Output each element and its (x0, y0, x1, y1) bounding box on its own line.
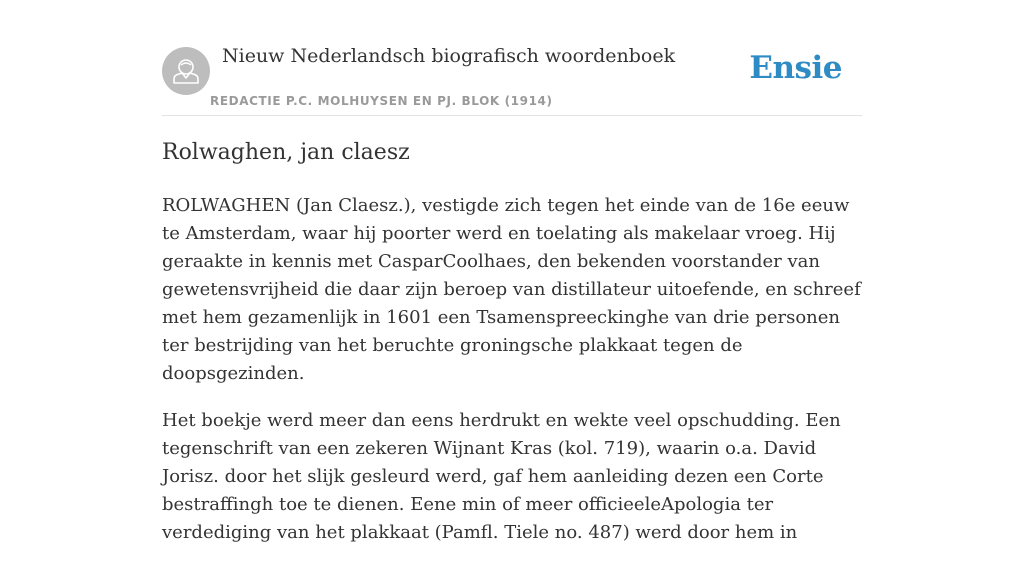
source-avatar[interactable] (162, 47, 210, 95)
article-title: Rolwaghen, jan claesz (162, 140, 410, 165)
source-editor: REDACTIE P.C. MOLHUYSEN EN PJ. BLOK (1914) (210, 94, 553, 108)
article-paragraph-2: Het boekje werd meer dan eens herdrukt en wekte veel opschudding. Een tegenschrift van een zekeren Wijnant Kras (kol. 719), waarin o.a. David Jorisz. door het slijk gesleurd werd, gaf hem aanleiding dezen een Corte bestraffingh toe te dienen. Eene min of meer officieeleApologia ter verdediging van het plakkaat (Pamfl. Tiele no. 487) werd door hem in (162, 410, 841, 543)
user-icon (162, 47, 210, 95)
source-header (162, 0, 862, 116)
article-paragraph-1: ROLWAGHEN (Jan Claesz.), vestigde zich tegen het einde van de 16e eeuw te Amsterdam, waar hij poorter werd en toelating als makelaar vroeg. Hij geraakte in kennis met CasparCoolhaes, den bekenden voorstander van gewetensvrijheid die daar zijn beroep van distillateur uitoefende, en schreef met hem gezamenlijk in 1601 een Tsamenspreeckinghe van drie personen ter bestrijding van het beruchte groningsche plakkaat tegen de doopsgezinden. (162, 195, 861, 384)
article-body (162, 192, 862, 566)
ensie-logo[interactable]: Ensie (749, 50, 842, 86)
source-title[interactable]: Nieuw Nederlandsch biografisch woordenboek (222, 45, 676, 67)
content-column (162, 0, 862, 543)
